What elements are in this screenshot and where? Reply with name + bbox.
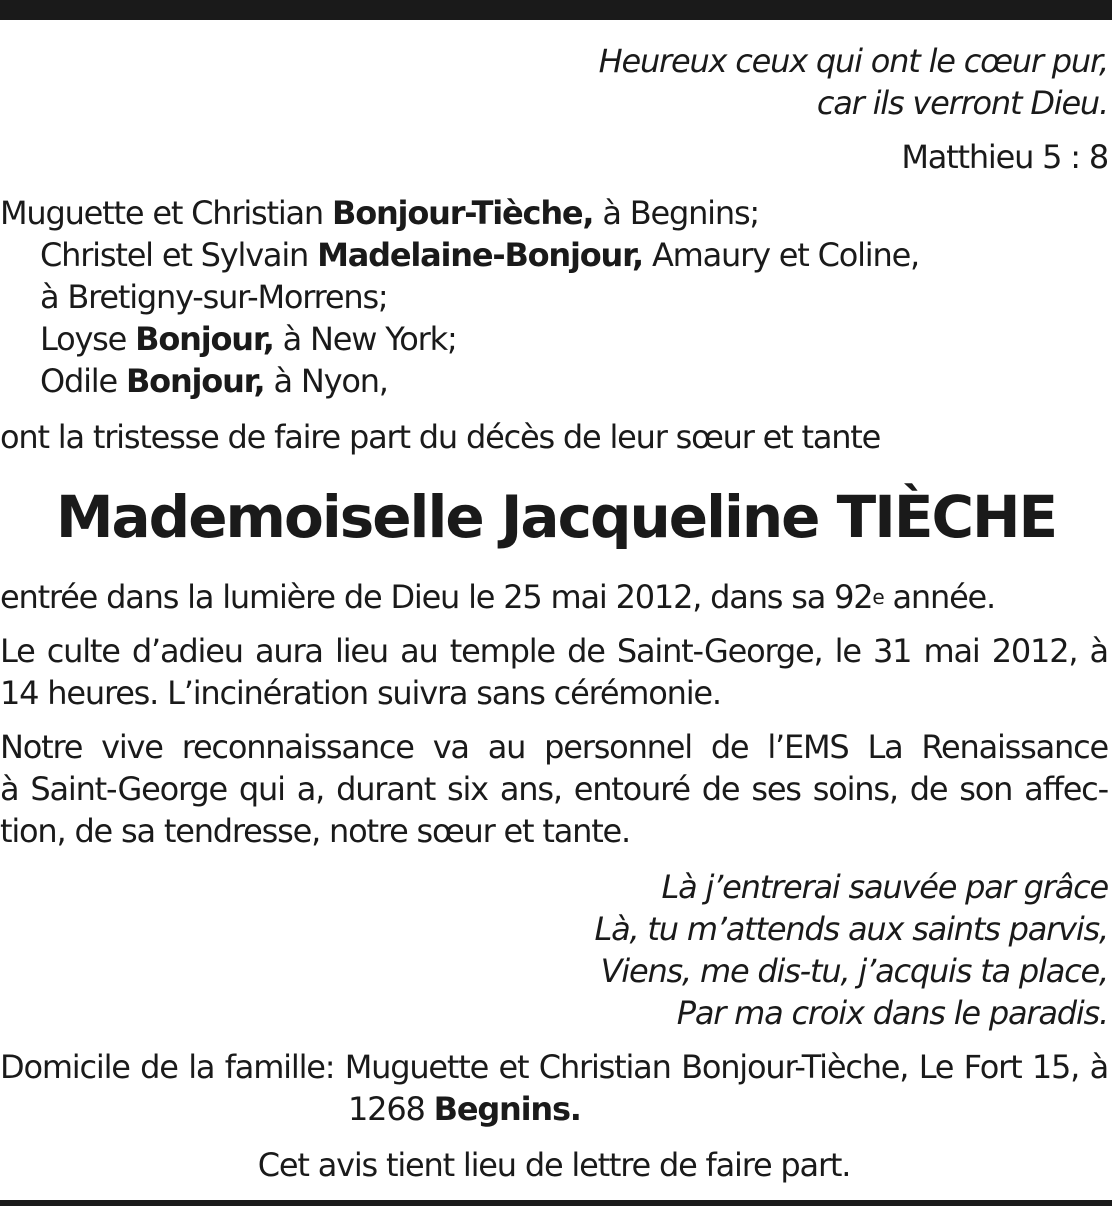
service-line-1-word: au	[400, 632, 438, 670]
family-line-4	[0, 318, 1112, 360]
announcement: ont la tristesse de faire part du décès de leur sœur et tante	[0, 418, 881, 456]
hymn-line-3: Viens, me dis-tu, j’acquis ta place,	[600, 952, 1108, 990]
domicile-line-1-word: famille:	[224, 1048, 335, 1086]
deceased-name: Mademoiselle Jacqueline TIÈCHE	[55, 483, 1057, 551]
domicile-line-1-word: Domicile	[0, 1048, 130, 1086]
family-surname-1: Bonjour-Tièche,	[332, 194, 594, 232]
thanks-line-2-word: a,	[296, 770, 325, 808]
service-line-1-word: de	[567, 632, 605, 670]
thanks-line-2-word: affec-	[1024, 770, 1108, 808]
domicile-line-2	[348, 1088, 1048, 1130]
thanks-line-1-word: La	[867, 728, 903, 766]
family-line-5	[0, 360, 1112, 402]
family-line-2	[0, 234, 1112, 276]
thanks-line-1-word: va	[432, 728, 469, 766]
family-place-5: à Nyon,	[273, 362, 388, 400]
ordinal-superscript: e	[872, 585, 884, 609]
family-extra-2: Amaury et Coline,	[651, 236, 920, 274]
service-line-1-word: 31	[872, 632, 912, 670]
death-line	[0, 576, 1108, 622]
thanks-line-2-word: ans,	[499, 770, 562, 808]
closing-note: Cet avis tient lieu de lettre de faire part.	[257, 1146, 851, 1184]
thanks-line-2	[0, 768, 1108, 810]
family-surname-2: Madelaine-Bonjour,	[317, 236, 643, 274]
domicile-line-1-word: Christian	[538, 1048, 671, 1086]
service-line-1-word: lieu	[335, 632, 388, 670]
thanks-line-2-word: de	[701, 770, 740, 808]
domicile-line-1-word: Muguette	[344, 1048, 489, 1086]
thanks-line-2-word: soins,	[812, 770, 898, 808]
domicile-line-1-word: Fort	[963, 1048, 1022, 1086]
thanks-line-1	[0, 726, 1108, 768]
epigraph-line-2: car ils verront Dieu.	[816, 84, 1108, 122]
domicile-postcode: 1268	[348, 1090, 425, 1128]
domicile-line-1-word: 15,	[1031, 1048, 1080, 1086]
service-line-1-word: mai	[923, 632, 980, 670]
family-names-4: Loyse	[40, 320, 127, 358]
family-names-1: Muguette et Christian	[0, 194, 324, 232]
domicile-line-1-word: à	[1089, 1048, 1108, 1086]
service-line-1-word: temple	[449, 632, 555, 670]
family-place-4: à New York;	[282, 320, 457, 358]
thanks-line-2-word: ses	[751, 770, 801, 808]
domicile-line-1-word: la	[188, 1048, 215, 1086]
thanks-line-2-word: Saint-George	[30, 770, 227, 808]
service-line-1-word: Saint-George,	[616, 632, 823, 670]
epigraph-reference: Matthieu 5 : 8	[901, 138, 1108, 176]
death-text: entrée dans la lumière de Dieu le 25 mai 2012, dans sa 92	[0, 578, 873, 616]
thanks-line-2-word: entouré	[573, 770, 690, 808]
service-line-2: 14 heures. L’incinération suivra sans cérémonie.	[0, 674, 721, 712]
thanks-line-1-word: de	[710, 728, 749, 766]
thanks-line-1-word: l’EMS	[767, 728, 849, 766]
family-surname-5: Bonjour,	[125, 362, 265, 400]
thanks-line-1-word: personnel	[544, 728, 692, 766]
service-line-1-word: à	[1089, 632, 1108, 670]
death-text-end: année.	[892, 578, 996, 616]
family-line-1	[0, 192, 1108, 234]
top-rule	[0, 0, 1112, 20]
domicile-line-1	[0, 1046, 1108, 1088]
epigraph-line-1: Heureux ceux qui ont le cœur pur,	[598, 42, 1108, 80]
thanks-line-1-word: Renaissance	[921, 728, 1108, 766]
thanks-line-2-word: à	[0, 770, 19, 808]
thanks-line-2-word: durant	[336, 770, 436, 808]
domicile-line-1-word: Le	[918, 1048, 954, 1086]
thanks-line-2-word: six	[447, 770, 488, 808]
thanks-line-1-word: vive	[101, 728, 163, 766]
thanks-line-3: tion, de sa tendresse, notre sœur et tante.	[0, 812, 630, 850]
domicile-line-1-word: de	[140, 1048, 178, 1086]
thanks-line-1-word: reconnaissance	[181, 728, 414, 766]
hymn-line-2: Là, tu m’attends aux saints parvis,	[594, 910, 1108, 948]
bottom-rule	[0, 1200, 1112, 1206]
thanks-line-2-word: son	[959, 770, 1013, 808]
service-line-1-word: Le	[0, 632, 35, 670]
domicile-town: Begnins.	[433, 1090, 581, 1128]
thanks-line-1-word: au	[487, 728, 526, 766]
service-line-1-word: 2012,	[991, 632, 1078, 670]
hymn-line-4: Par ma croix dans le paradis.	[676, 994, 1108, 1032]
thanks-line-2-word: de	[909, 770, 948, 808]
service-line-1	[0, 630, 1108, 672]
domicile-line-1-word: et	[498, 1048, 529, 1086]
family-names-5: Odile	[40, 362, 117, 400]
family-names-2: Christel et Sylvain	[40, 236, 309, 274]
family-surname-4: Bonjour,	[135, 320, 274, 358]
family-line-3: à Bretigny-sur-Morrens;	[40, 278, 388, 316]
hymn-line-1: Là j’entrerai sauvée par grâce	[661, 868, 1108, 906]
thanks-line-1-word: Notre	[0, 728, 83, 766]
domicile-line-1-word: Bonjour-Tièche,	[681, 1048, 909, 1086]
service-line-1-word: le	[834, 632, 861, 670]
family-place-1: à Begnins;	[602, 194, 760, 232]
service-line-1-word: aura	[254, 632, 323, 670]
service-line-1-word: culte	[46, 632, 120, 670]
thanks-line-2-word: qui	[238, 770, 285, 808]
service-line-1-word: d’adieu	[131, 632, 243, 670]
